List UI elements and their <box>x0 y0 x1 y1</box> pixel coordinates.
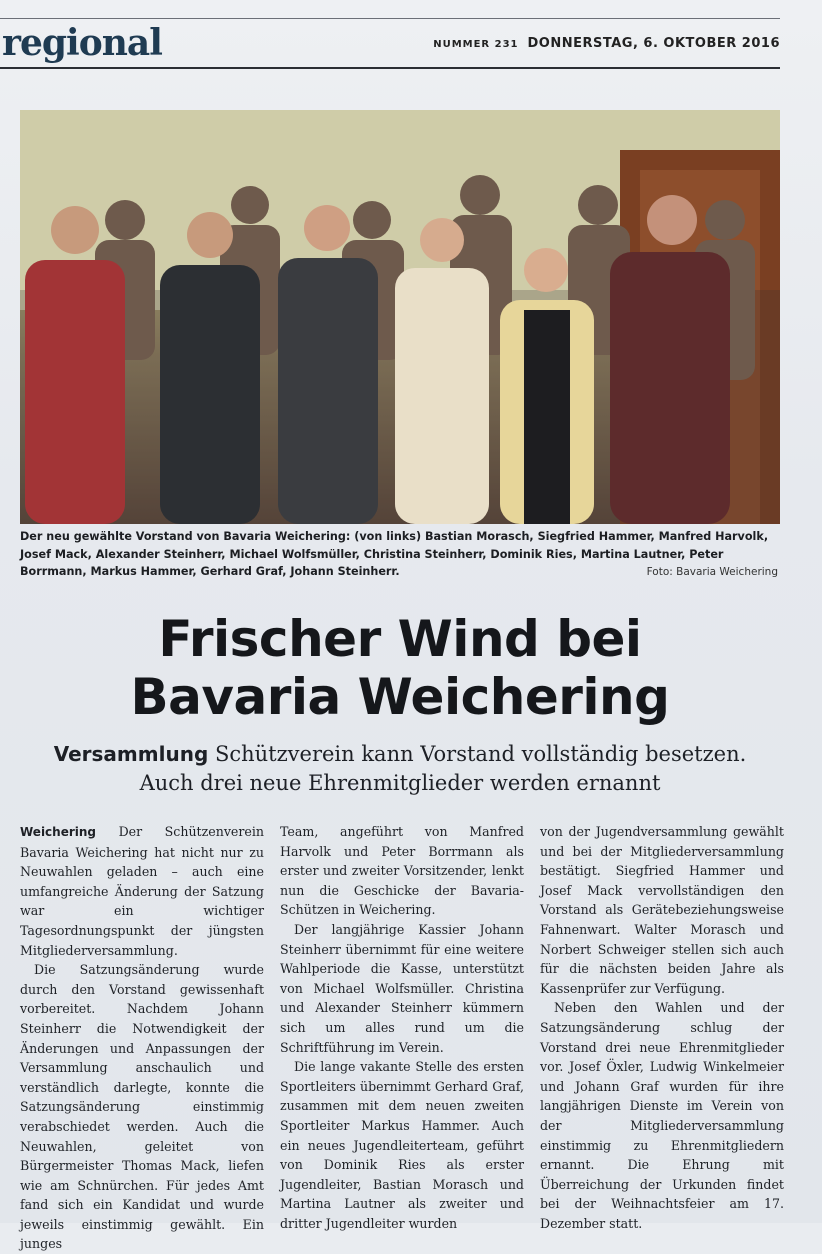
article-column-2 <box>280 822 524 1233</box>
paragraph: Die Satzungsänderung wurde durch den Vorstand gewissenhaft vorbereitet. Nachdem Johann Steinherr die Notwendigkeit der Änderungen und Anpassungen der Versammlung anschaulich und verständlich darlegte, konnte die Satzungsänderung einstimmig verabschiedet werden. Auch die Neuwahlen, geleitet von Bürgermeister Thomas Mack, liefen wie am Schnürchen. Für jedes Amt fand sich ein Kandidat und wurde jeweils einstimmig gewählt. Ein junges <box>20 962 264 1252</box>
photo-credit: Foto: Bavaria Weichering <box>646 566 778 578</box>
paragraph-text: Der Schützenverein Bavaria Weichering hat nicht nur zu Neuwahlen geladen – auch eine umfangreiche Änderung der Satzung war ein wichtiger Tagesordnungspunkt der jüngsten Mitgliederversammlung. <box>20 824 264 958</box>
headline-line-1: Frischer Wind bei <box>158 610 642 668</box>
paragraph <box>20 822 264 960</box>
article-column-1 <box>20 822 264 1254</box>
top-rule <box>0 18 780 19</box>
article-column-3 <box>540 822 784 1233</box>
paragraph: Die lange vakante Stelle des ersten Sportleiters übernimmt Gerhard Graf, zusammen mit dem neuen zweiten Sportleiter Markus Hammer. Auch ein neues Jugendleiterteam, geführt von Dominik Ries als erster Jugendleiter, Bastian Morasch und Martina Lautner als zweiter und dritter Jugendleiter wurden <box>280 1059 524 1231</box>
masthead <box>0 22 780 66</box>
masthead-rule <box>0 67 780 69</box>
issue-number: NUMMER 231 <box>433 39 519 50</box>
headline <box>0 610 800 726</box>
paragraph: Team, angeführt von Manfred Harvolk und Peter Borrmann als erster und zweiter Vorsitzender, lenkt nun die Geschicke der Bavaria-Schützen in Weichering. <box>280 824 524 918</box>
subhead-line-2: Auch drei neue Ehrenmitglieder werden ernannt <box>139 771 661 795</box>
dateline: Weichering <box>20 825 97 839</box>
photo-caption: Der neu gewählte Vorstand von Bavaria Weichering: (von links) Bastian Morasch, Siegfried Hammer, Manfred Harvolk, Josef Mack, Alexander Steinherr, Michael Wolfsmüller, Christina Steinherr, Dominik Ries, Martina Lautner, Peter Borrmann, Markus Hammer, Gerhard Graf, Johann Steinherr. <box>20 530 769 578</box>
issue-date: DONNERSTAG, 6. OKTOBER 2016 <box>527 36 780 51</box>
paragraph: Der langjährige Kassier Johann Steinherr übernimmt für eine weitere Wahlperiode die Kasse, unterstützt von Michael Wolfsmüller. Christina und Alexander Steinherr kümmern sich um alles rund um die Schriftführung im Verein. <box>280 921 524 1055</box>
group-photo-illustration <box>20 110 780 524</box>
paragraph: von der Jugendversammlung gewählt und bei der Mitgliederversammlung bestätigt. Siegfried Hammer und Josef Mack vervollständigen den Vorstand als Gerätebeziehungsweise Fahnenwart. Walter Morasch und Norbert Schweiger stellen sich auch für die nächsten beiden Jahre als Kassenprüfer zur Verfügung. <box>540 824 784 996</box>
subhead-kicker: Versammlung <box>53 742 209 766</box>
headline-line-2: Bavaria Weichering <box>130 668 670 726</box>
subhead-text-1: Schützverein kann Vorstand vollständig besetzen. <box>214 742 747 766</box>
group-photo <box>20 110 780 524</box>
paragraph: Neben den Wahlen und der Satzungsänderung schlug der Vorstand drei neue Ehrenmitglieder vor. Josef Öxler, Ludwig Winkelmeier und Johann Graf wurden für ihre langjährigen Dienste im Verein von der Mitgliederversammlung einstimmig zu Ehrenmitgliedern ernannt. Die Ehrung mit Überreichung der Urkunden findet bei der Weihnachtsfeier am 17. Dezember statt. <box>540 1000 784 1231</box>
issue-line <box>433 36 780 51</box>
section-name: regional <box>2 22 162 64</box>
subheadline <box>0 740 800 798</box>
subhead-line-1 <box>0 740 800 769</box>
